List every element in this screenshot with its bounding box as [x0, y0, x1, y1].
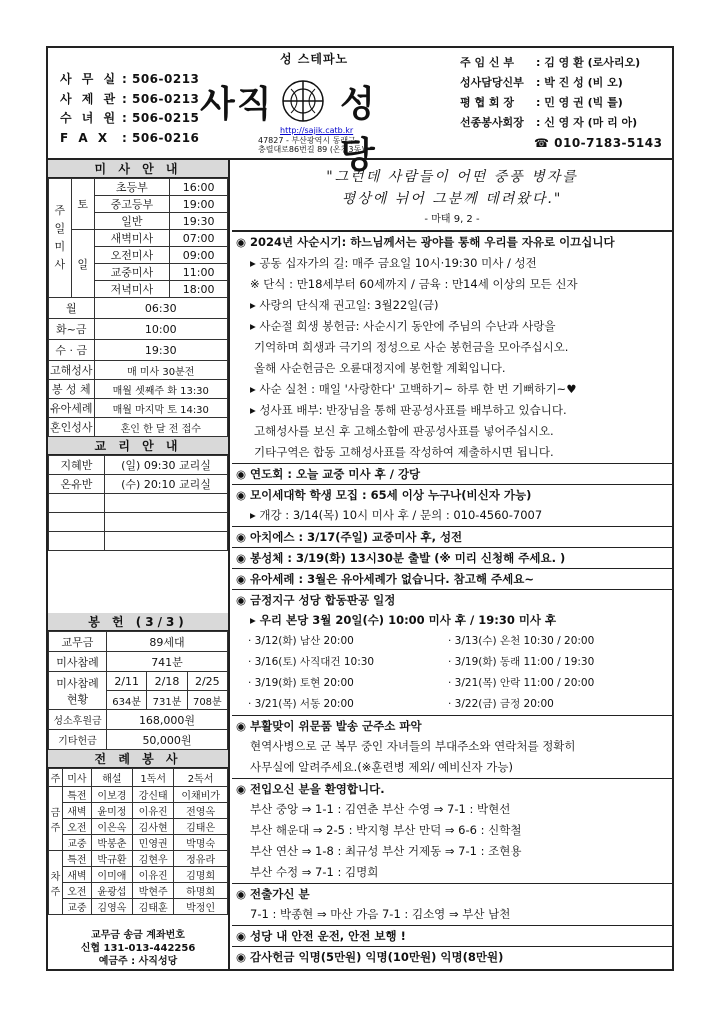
parish-logo-icon: [280, 78, 326, 124]
schedule-item: · 3/13(수) 온천 10:30 / 20:00: [448, 635, 595, 647]
contact-label: F A X: [60, 130, 111, 145]
altar-cell: 새벽: [63, 867, 92, 883]
offering-table: [48, 631, 228, 750]
quote-line: 평상에 뉘어 그분께 데려왔다.": [341, 191, 563, 207]
attendance-value: 634분: [107, 691, 147, 710]
empty-cell: [49, 494, 105, 513]
parish-patron: 성 스테파노: [280, 52, 349, 66]
attendance-dates-row: [49, 672, 228, 691]
class-name: 온유반: [49, 475, 105, 494]
staff-name: : 민 영 권 (빅 틀): [536, 96, 623, 109]
offering-row: [49, 632, 228, 652]
staff-role: 성사담당신부: [460, 76, 524, 89]
quote-line: "그런데 사람들이 어떤 중풍 병자를: [326, 169, 578, 185]
mass-row: [49, 179, 228, 196]
mass-time: 07:00: [170, 230, 228, 247]
announcement-line: ▸ 사순 실천 : 매일 '사랑한다' 고백하기~ 하루 한 번 기뻐하기~♥: [250, 382, 577, 396]
altar-cell: 이채비가: [174, 787, 228, 803]
altar-header-cell: 해설: [91, 769, 132, 787]
address-line: 충렬대로86번길 89 (온천3동): [258, 145, 365, 154]
announcement-line: 기억하며 희생과 극기의 정성으로 사순 봉헌금을 모아주십시오.: [254, 340, 569, 354]
staff-row: [460, 53, 640, 73]
schedule-row: [232, 631, 672, 652]
staff-list: [460, 53, 640, 133]
education-row: [49, 475, 228, 494]
offering-value: 168,000원: [107, 710, 228, 730]
sacrament-info: 매월 마지막 토 14:30: [94, 399, 227, 418]
altar-header-cell: 주: [49, 769, 63, 787]
weekend-label: 주일미사: [49, 179, 72, 298]
altar-cell: 김영옥: [91, 899, 132, 915]
mass-name: 교중미사: [94, 264, 170, 281]
staff-row: [460, 93, 640, 113]
contact-label: 사 제 관: [60, 91, 119, 106]
sacrament-row: [49, 399, 228, 418]
weekday-time: 19:30: [94, 340, 227, 361]
announcement-line: ▸ 성사표 배부: 반장님을 통해 판공성사표를 배부하고 있습니다.: [250, 403, 567, 417]
staff-row: [460, 73, 640, 93]
parish-name-part2: 성당: [340, 84, 377, 176]
education-empty-row: [49, 494, 228, 513]
altar-cell: 이유진: [133, 867, 174, 883]
weekday-row: [49, 319, 228, 340]
altar-service-table: [48, 768, 228, 915]
altar-cell: 박규환: [91, 851, 132, 867]
scripture-quote: [232, 160, 672, 232]
announcement-line: ◉ 성당 내 안전 운전, 안전 보행 !: [232, 925, 672, 946]
schedule-item: · 3/21(목) 안락 11:00 / 20:00: [448, 677, 595, 689]
announcement-line: 부산 중앙 ⇒ 1-1 : 김연춘 부산 수영 ⇒ 7-1 : 박현선: [250, 802, 511, 816]
sacrament-label: 봉 성 체: [49, 380, 95, 399]
weekday-row: [49, 298, 228, 319]
announcement-line: ▸ 공동 십자가의 길: 매주 금요일 10시·19:30 미사 / 성전: [250, 256, 537, 270]
contact-label: 사 무 실: [60, 72, 119, 86]
altar-cell: 정유라: [174, 851, 228, 867]
attendance-date: 2/25: [187, 672, 227, 691]
announcement-line: ▸ 사순절 희생 봉헌금: 사순시기 동안에 주님의 수난과 사랑을: [250, 319, 556, 333]
address-line: 47827 - 부산광역시 동래구: [258, 136, 356, 145]
mass-name: 저녁미사: [94, 281, 170, 298]
altar-cell: 윤광섭: [91, 883, 132, 899]
contact-value: : 506-0213: [122, 91, 200, 106]
altar-cell: 전영옥: [174, 803, 228, 819]
altar-cell: 김태은: [174, 819, 228, 835]
empty-cell: [49, 532, 105, 551]
announcement-line: ◉ 봉성체 : 3/19(화) 13시30분 출발 (※ 미리 신청해 주세요. ): [232, 547, 672, 568]
altar-row: [49, 883, 228, 899]
altar-cell: 오전: [63, 819, 92, 835]
contact-row: [60, 90, 199, 110]
altar-cell: 이미애: [91, 867, 132, 883]
altar-row: [49, 787, 228, 803]
announcement-line: 부산 해운대 ⇒ 2-5 : 박지형 부산 만덕 ⇒ 6-6 : 신학철: [250, 823, 522, 837]
staff-name: : 김 영 환 (로사리오): [536, 56, 641, 69]
sacrament-label: 고해성사: [49, 361, 95, 380]
altar-service-title: 전 례 봉 사: [48, 750, 228, 768]
weekday-label: 화~금: [49, 319, 95, 340]
sacrament-label: 유아세례: [49, 399, 95, 418]
staff-role: 평 협 회 장: [460, 96, 514, 109]
altar-header-cell: 2독서: [174, 769, 228, 787]
education-row: [49, 456, 228, 475]
offering-row: [49, 652, 228, 672]
education-table: [48, 455, 228, 551]
altar-cell: 강신태: [133, 787, 174, 803]
mass-name: 새벽미사: [94, 230, 170, 247]
right-column: [232, 160, 672, 971]
schedule-item: · 3/21(목) 서동 20:00: [248, 698, 354, 710]
announcement-line: ※ 단식 : 만18세부터 60세까지 / 금육 : 만14세 이상의 모든 신자: [250, 277, 578, 291]
altar-cell: 윤미정: [91, 803, 132, 819]
announcement-line: ▸ 우리 본당 3월 20일(수) 10:00 미사 후 / 19:30 미사 후: [250, 613, 557, 627]
class-name: 지혜반: [49, 456, 105, 475]
altar-cell: 박정인: [174, 899, 228, 915]
announcements: [232, 232, 672, 967]
mass-time: 11:00: [170, 264, 228, 281]
attendance-label: 미사참례 현황: [49, 672, 107, 710]
weekday-time: 10:00: [94, 319, 227, 340]
class-time: (수) 20:10 교리실: [105, 475, 228, 494]
mass-time: 19:30: [170, 213, 228, 230]
attendance-date: 2/18: [147, 672, 187, 691]
offering-title: 봉 헌 (3/3): [48, 613, 228, 631]
sacrament-info: 매월 셋째주 화 13:30: [94, 380, 227, 399]
announcement-line: ▸ 개강 : 3/14(목) 10시 미사 후 / 문의 : 010-4560-7007: [250, 508, 543, 522]
altar-cell: 김태훈: [133, 899, 174, 915]
staff-role: 선종봉사회장: [460, 116, 524, 129]
contact-value: : 506-0216: [122, 130, 200, 145]
contact-row: [60, 109, 199, 129]
phone-number: ☎ 010-7183-5143: [534, 136, 663, 150]
altar-cell: 박봉춘: [91, 835, 132, 851]
announcement-line: ◉ 유아세례 : 3월은 유아세례가 없습니다. 참고해 주세요~: [232, 568, 672, 589]
staff-name: : 박 진 성 (비 오): [536, 76, 623, 89]
announcement-line: ◉ 부활맞이 위문품 발송 군주소 파악: [232, 715, 672, 736]
altar-header-cell: 미사: [63, 769, 92, 787]
schedule-row: [232, 673, 672, 694]
attendance-value: 731분: [147, 691, 187, 710]
mass-name: 오전미사: [94, 247, 170, 264]
altar-cell: 박현주: [133, 883, 174, 899]
account-line: 교무금 송금 계좌번호: [91, 930, 185, 941]
altar-cell: 하명희: [174, 883, 228, 899]
offering-label: 미사참례: [49, 652, 107, 672]
weekday-row: [49, 340, 228, 361]
sacrament-info: 혼인 한 달 전 접수: [94, 418, 227, 437]
announcement-line: ◉ 전입오신 분을 환영합니다.: [232, 778, 672, 799]
offering-label: 교무금: [49, 632, 107, 652]
empty-cell: [105, 513, 228, 532]
staff-name: : 신 영 자 (마 리 아): [536, 116, 638, 129]
announcement-line: ◉ 전출가신 분: [232, 883, 672, 904]
weekday-label: 수 · 금: [49, 340, 95, 361]
attendance-value: 708분: [187, 691, 227, 710]
account-line: 신협 131-013-442256: [80, 943, 196, 954]
announcement-line: ◉ 연도회 : 오늘 교중 미사 후 / 강당: [232, 463, 672, 484]
announcement-line: ◉ 모이세대학 학생 모집 : 65세 이상 누구나(비신자 가능): [232, 484, 672, 505]
announcement-line: ◉ 금정지구 성당 합동판공 일정: [232, 589, 672, 610]
announcement-line: 사무실에 알려주세요.(※훈련병 제외/ 예비신자 가능): [250, 760, 513, 774]
altar-cell: 특전: [63, 851, 92, 867]
altar-cell: 특전: [63, 787, 92, 803]
mass-row: [49, 230, 228, 247]
contact-info: [60, 70, 199, 148]
offering-label: 기타헌금: [49, 730, 107, 750]
sacrament-row: [49, 361, 228, 380]
week-label: 차주: [49, 851, 63, 915]
offering-label: 성소후원금: [49, 710, 107, 730]
weekday-time: 06:30: [94, 298, 227, 319]
day-saturday: 토: [71, 179, 94, 230]
contact-value: : 506-0215: [122, 111, 200, 125]
altar-cell: 교중: [63, 899, 92, 915]
announcement-line: 부산 수정 ⇒ 7-1 : 김명희: [250, 865, 379, 879]
altar-cell: 오전: [63, 883, 92, 899]
altar-cell: 김명희: [174, 867, 228, 883]
education-empty-row: [49, 532, 228, 551]
offering-row: [49, 730, 228, 750]
announcement-line: ◉ 2024년 사순시기: 하느님께서는 광야를 통해 우리를 자유로 이끄십니다: [236, 235, 615, 249]
schedule-item: · 3/19(화) 동래 11:00 / 19:30: [448, 656, 595, 668]
offering-value: 50,000원: [107, 730, 228, 750]
altar-cell: 김사현: [133, 819, 174, 835]
schedule-item: · 3/12(화) 남산 20:00: [248, 635, 354, 647]
announcement-line: 부산 연산 ⇒ 1-8 : 최규성 부산 거제동 ⇒ 7-1 : 조현용: [250, 844, 522, 858]
altar-row: [49, 899, 228, 915]
quote-reference: - 마태 9, 2 -: [424, 214, 480, 225]
bulletin-page: [46, 46, 674, 971]
offering-value: 89세대: [107, 632, 228, 652]
altar-cell: 새벽: [63, 803, 92, 819]
mass-name: 일반: [94, 213, 170, 230]
empty-cell: [105, 494, 228, 513]
announcement-line: 현역사병으로 군 복무 중인 자녀들의 부대주소와 연락처를 정확히: [250, 739, 576, 753]
sacrament-row: [49, 418, 228, 437]
altar-row: [49, 835, 228, 851]
week-label: 금주: [49, 787, 63, 851]
announcement-line: 고해성사를 보신 후 고해소함에 판공성사표를 넣어주십시오.: [254, 424, 554, 438]
sacrament-info: 매 미사 30분전: [94, 361, 227, 380]
parish-website-link[interactable]: http://sajik.catb.kr: [280, 126, 354, 135]
contact-value: : 506-0213: [122, 72, 200, 86]
left-column: [48, 160, 230, 971]
altar-header-cell: 1독서: [133, 769, 174, 787]
schedule-row: [232, 694, 672, 715]
announcement-line: 기타구역은 합동 고해성사표를 작성하여 제출하시면 됩니다.: [254, 445, 554, 459]
parish-name-part1: 사직: [200, 84, 274, 125]
announcement-line: ▸ 사랑의 단식재 권고일: 3월22일(금): [250, 298, 439, 312]
day-sunday: 일: [71, 230, 94, 298]
announcement-line: ◉ 감사헌금 익명(5만원) 익명(10만원) 익명(8만원): [232, 946, 672, 967]
altar-cell: 민영권: [133, 835, 174, 851]
altar-cell: 박명숙: [174, 835, 228, 851]
mass-name: 초등부: [94, 179, 170, 196]
empty-cell: [49, 513, 105, 532]
schedule-item: · 3/16(토) 사직대건 10:30: [248, 656, 375, 668]
altar-header-row: [49, 769, 228, 787]
offering-value: 741분: [107, 652, 228, 672]
altar-cell: 이보경: [91, 787, 132, 803]
mass-time: 19:00: [170, 196, 228, 213]
sacrament-label: 혼인성사: [49, 418, 95, 437]
altar-cell: 이은옥: [91, 819, 132, 835]
empty-cell: [105, 532, 228, 551]
offering-row: [49, 710, 228, 730]
mass-schedule-table: [48, 178, 228, 437]
altar-row: [49, 819, 228, 835]
altar-cell: 김현우: [133, 851, 174, 867]
education-empty-row: [49, 513, 228, 532]
education-title: 교 리 안 내: [48, 437, 228, 455]
announcement-line: ◉ 아치에스 : 3/17(주일) 교중미사 후, 성전: [232, 526, 672, 547]
weekday-label: 월: [49, 298, 95, 319]
mass-name: 중고등부: [94, 196, 170, 213]
schedule-item: · 3/19(화) 토현 20:00: [248, 677, 354, 689]
staff-role: 주 임 신 부: [460, 56, 514, 69]
parish-address: [258, 136, 364, 154]
altar-row: [49, 867, 228, 883]
class-time: (일) 09:30 교리실: [105, 456, 228, 475]
altar-cell: 교중: [63, 835, 92, 851]
announcement-line: 올해 사순헌금은 오륜대정지에 봉헌할 계획입니다.: [254, 361, 506, 375]
altar-row: [49, 851, 228, 867]
announcement-line: 7-1 : 박종현 ⇒ 마산 가음 7-1 : 김소영 ⇒ 부산 남천: [250, 907, 511, 921]
mass-schedule-title: 미 사 안 내: [48, 160, 228, 178]
account-info: [48, 915, 228, 968]
account-line: 예금주 : 사직성당: [98, 956, 178, 967]
schedule-item: · 3/22(금) 금정 20:00: [448, 698, 554, 710]
spacer: [48, 551, 228, 613]
mass-time: 18:00: [170, 281, 228, 298]
altar-cell: 이유진: [133, 803, 174, 819]
altar-row: [49, 803, 228, 819]
schedule-row: [232, 652, 672, 673]
sacrament-row: [49, 380, 228, 399]
mass-time: 09:00: [170, 247, 228, 264]
mass-time: 16:00: [170, 179, 228, 196]
contact-row: [60, 129, 199, 149]
attendance-date: 2/11: [107, 672, 147, 691]
staff-row: [460, 113, 640, 133]
contact-row: [60, 70, 199, 90]
contact-label: 수 녀 원: [60, 111, 119, 125]
